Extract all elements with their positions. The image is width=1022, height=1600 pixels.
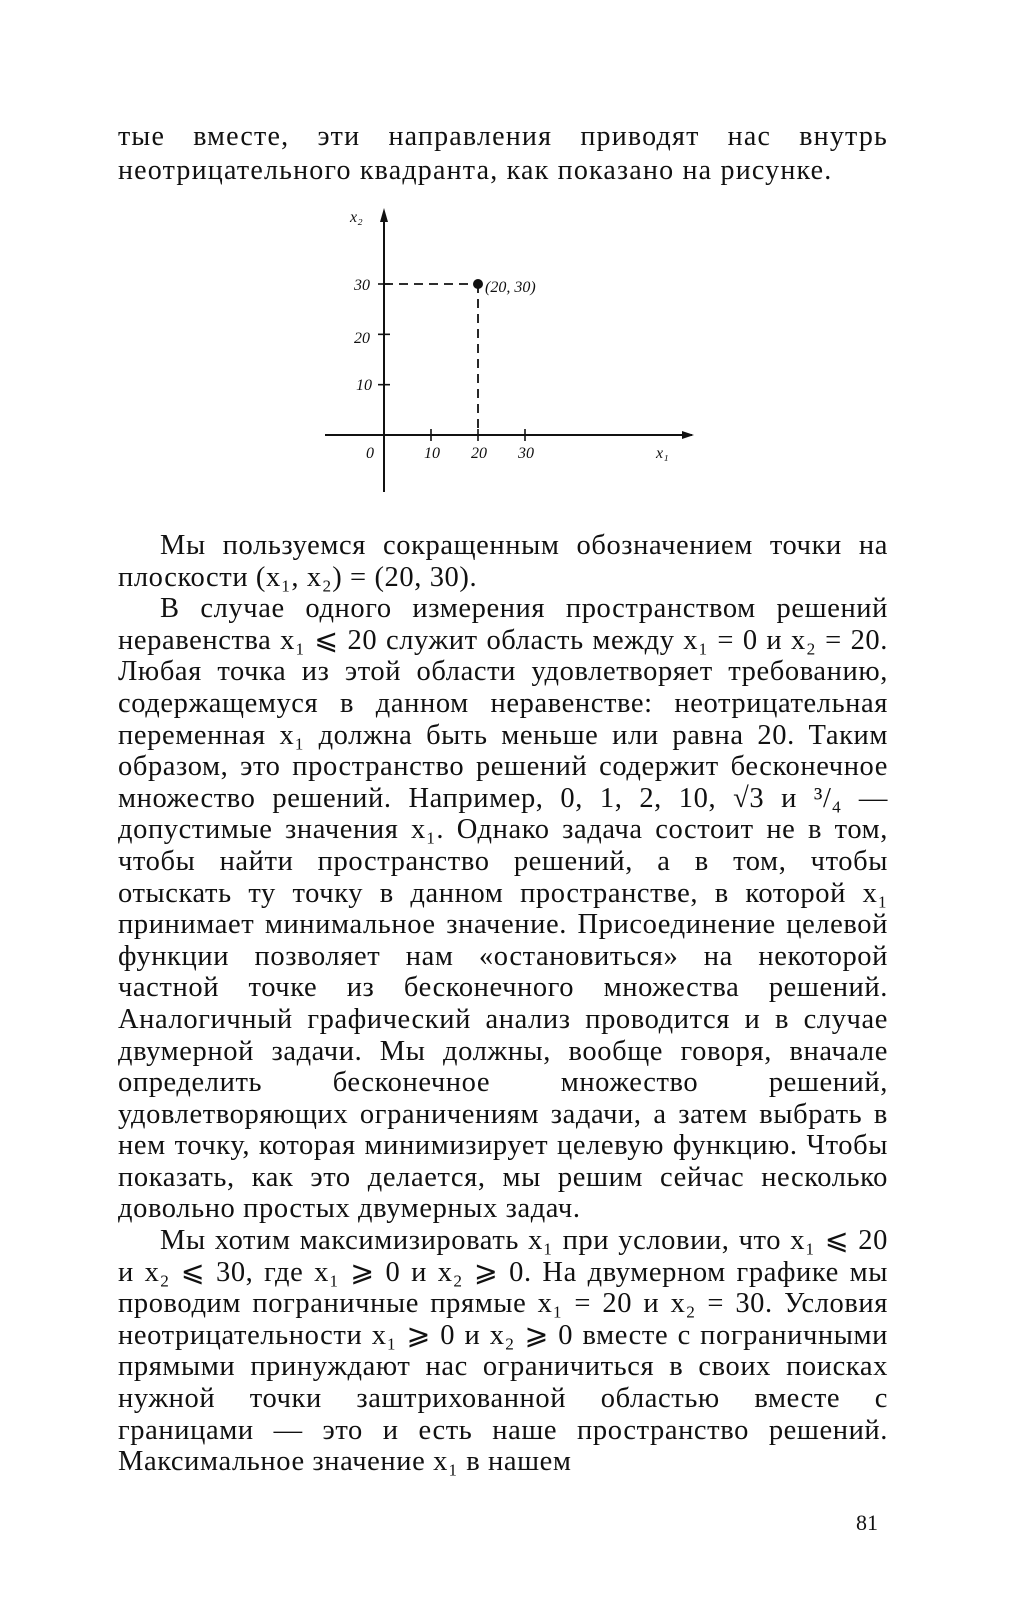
y-tick-label-10: 10 [356, 377, 372, 394]
x-axis-label: x₁ [656, 445, 669, 462]
y-axis-arrow-icon [380, 208, 388, 222]
body-text [118, 530, 888, 1478]
y-axis-label: x₂ [350, 209, 363, 226]
x-axis-arrow-icon [682, 431, 694, 439]
figure-coordinate-plot [320, 200, 720, 510]
x-tick-label-20: 20 [471, 445, 487, 462]
x-tick-label-10: 10 [424, 445, 440, 462]
y-tick-label-20: 20 [354, 330, 370, 347]
x-tick-label-30: 30 [518, 445, 534, 462]
page-number: 81 [856, 1510, 878, 1535]
intro-paragraph: тые вместе, эти направления приводят нас внутрь неотрицательного квадранта, как показано на рисунке. [118, 121, 888, 186]
point-label: (20, 30) [485, 279, 536, 296]
axis-ticks [378, 284, 525, 441]
y-tick-label-30: 30 [354, 277, 370, 294]
paragraph-maximize: Мы хотим максимизировать x₁ при условии, что x₁ ⩽ 20 и x₂ ⩽ 30, где x₁ ⩾ 0 и x₂ ⩾ 0. На двумерном графике мы проводим пограничные прямые x₁ = 20 и x₂ = 30. Условия неотрицательности x₁ ⩾ 0 и x₂ ⩾ 0 вместе с пограничными прямыми принуждают нас ограничиться в своих поисках нужной точки заштрихованной областью вместе с границами — это и есть наше пространство решений. Максимальное значение x₁ в нашем [118, 1225, 888, 1478]
origin-label: 0 [366, 445, 374, 462]
paragraph-notation: Мы пользуемся сокращенным обозначением точки на плоскости (x₁, x₂) = (20, 30). [118, 530, 888, 593]
data-point [473, 279, 483, 289]
paragraph-one-dimension: В случае одного измерения пространством решений неравенства x₁ ⩽ 20 служит область между x₁ = 0 и x₂ = 20. Любая точка из этой области удовлетворяет требованию, содержащемуся в данном неравенстве: неотрицательная переменная x₁ должна быть меньше или равна 20. Таким образом, это пространство решений содержит бесконечное множество решений. Например, 0, 1, 2, 10, √3 и ³/₄ — допустимые значения x₁. Однако задача состоит не в том, чтобы найти пространство решений, а в том, чтобы отыскать ту точку в данном пространстве, в которой x₁ принимает минимальное значение. Присоединение целевой функции позволяет нам «остановиться» на некоторой частной точке из бесконечного множества решений. Аналогичный графический анализ проводится и в случае двумерной задачи. Мы должны, вообще говоря, вначале определить бесконечное множество решений, удовлетворяющих ограничениям задачи, а затем выбрать в нем точку, которая минимизирует целевую функцию. Чтобы показать, как это делается, мы решим сейчас несколько довольно простых двумерных задач. [118, 593, 888, 1225]
